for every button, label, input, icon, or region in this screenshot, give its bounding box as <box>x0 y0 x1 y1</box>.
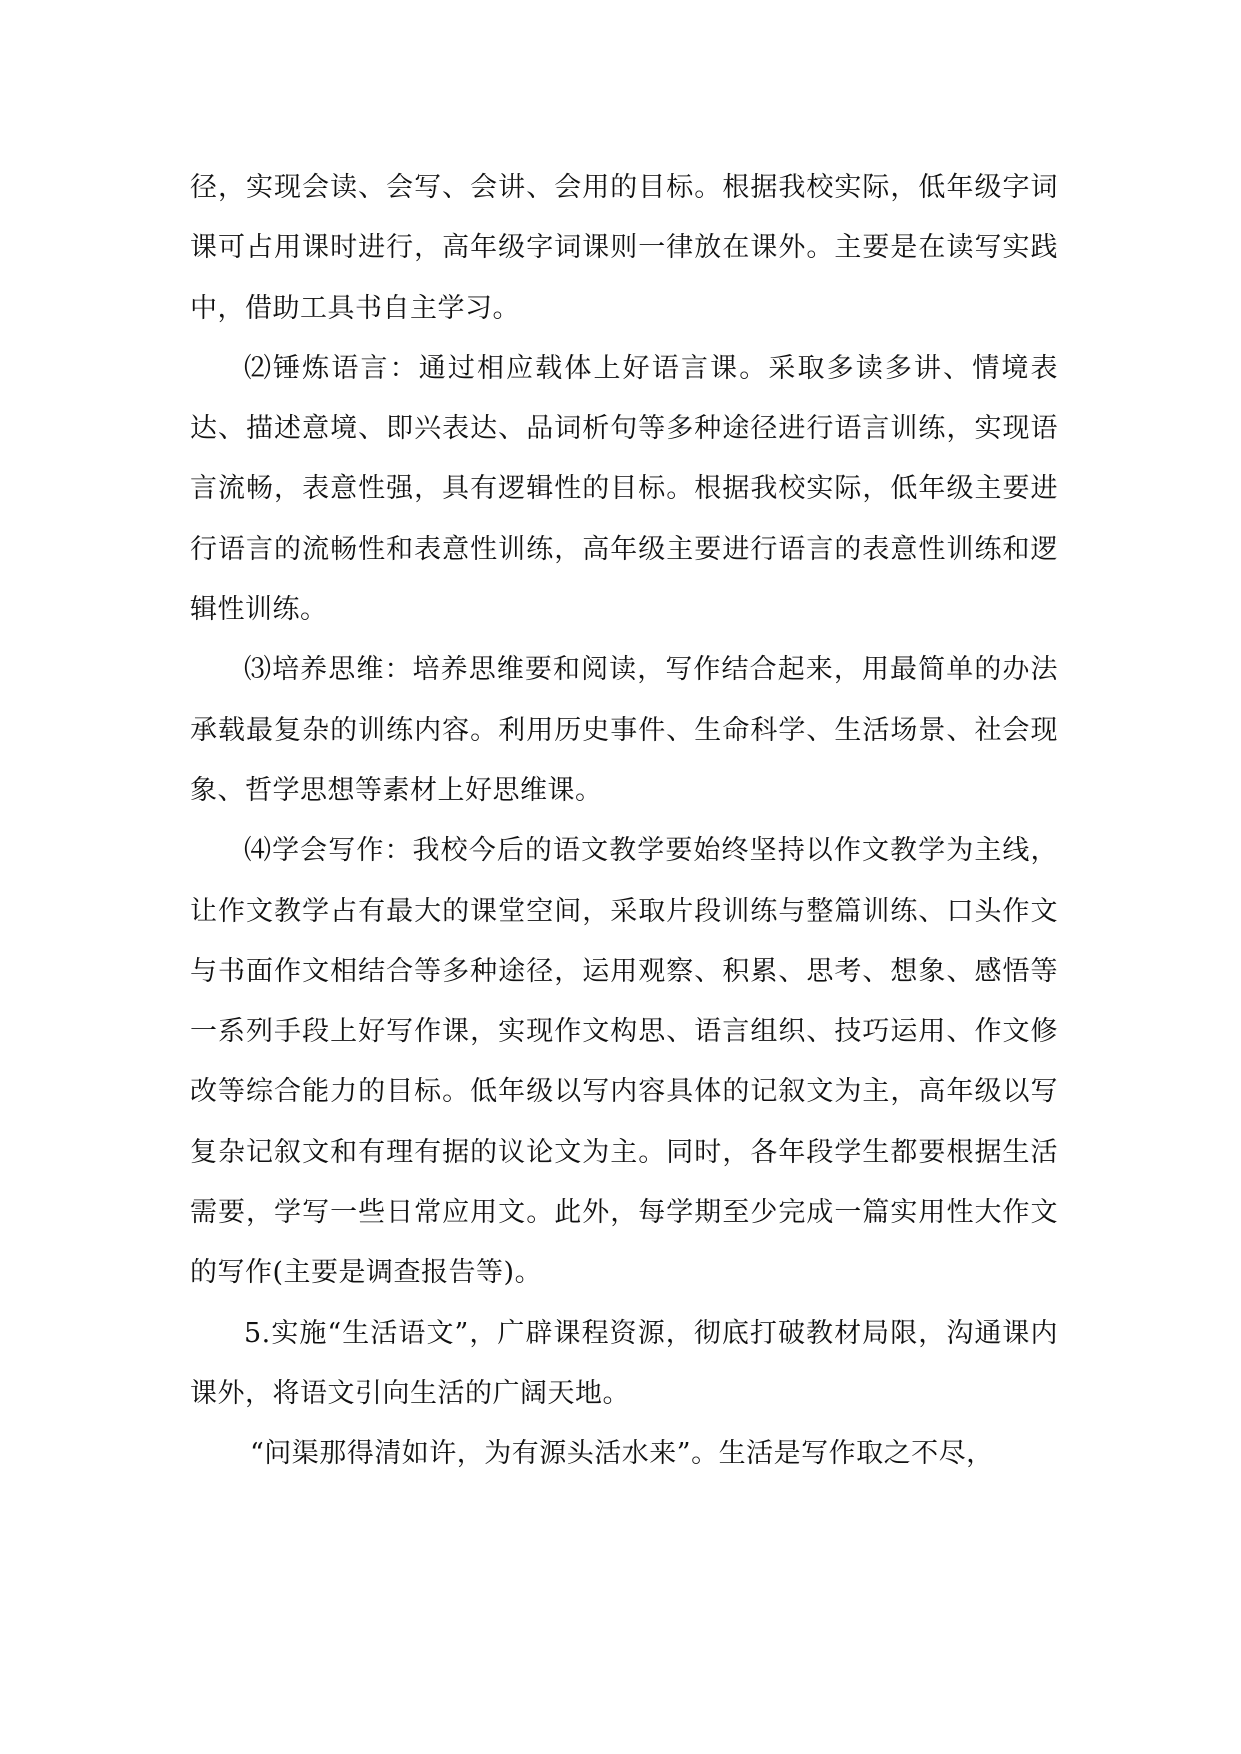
paragraph-cultivate-thinking: ⑶培养思维：培养思维要和阅读，写作结合起来，用最简单的办法承载最复杂的训练内容。利用历史事件、生命科学、生活场景、社会现象、哲学思想等素材上好思维课。 <box>190 654 1058 806</box>
paragraph-learn-writing: ⑷学会写作：我校今后的语文教学要始终坚持以作文教学为主线，让作文教学占有最大的课堂空间，采取片段训练与整篇训练、口头作文与书面作文相结合等多种途径，运用观察、积累、思考、想象、感悟等一系列手段上好写作课，实现作文构思、语言组织、技巧运用、作文修改等综合能力的目标。低年级以写内容具体的记叙文为主，高年级以写复杂记叙文和有理有据的议论文为主。同时，各年段学生都要根据生活需要，学写一些日常应用文。此外，每学期至少完成一篇实用性大作文的写作(主要是调查报告等)。 <box>190 835 1058 1289</box>
paragraph-refine-language: ⑵锤炼语言：通过相应载体上好语言课。采取多读多讲、情境表达、描述意境、即兴表达、品词析句等多种途径进行语言训练，实现语言流畅，表意性强，具有逻辑性的目标。根据我校实际，低年级主要进行语言的流畅性和表意性训练，高年级主要进行语言的表意性训练和逻辑性训练。 <box>190 352 1058 626</box>
paragraph-quote: “问渠那得清如许，为有源头活水来”。生活是写作取之不尽， <box>250 1438 994 1470</box>
paragraph-continuation: 径，实现会读、会写、会讲、会用的目标。根据我校实际，低年级字词课可占用课时进行，高年级字词课则一律放在课外。主要是在读写实践中，借助工具书自主学习。 <box>190 172 1058 324</box>
body-text <box>190 158 1058 1485</box>
paragraph-life-chinese: 5.实施“生活语文”，广辟课程资源，彻底打破教材局限，沟通课内课外，将语文引向生活的广阔天地。 <box>190 1317 1058 1409</box>
